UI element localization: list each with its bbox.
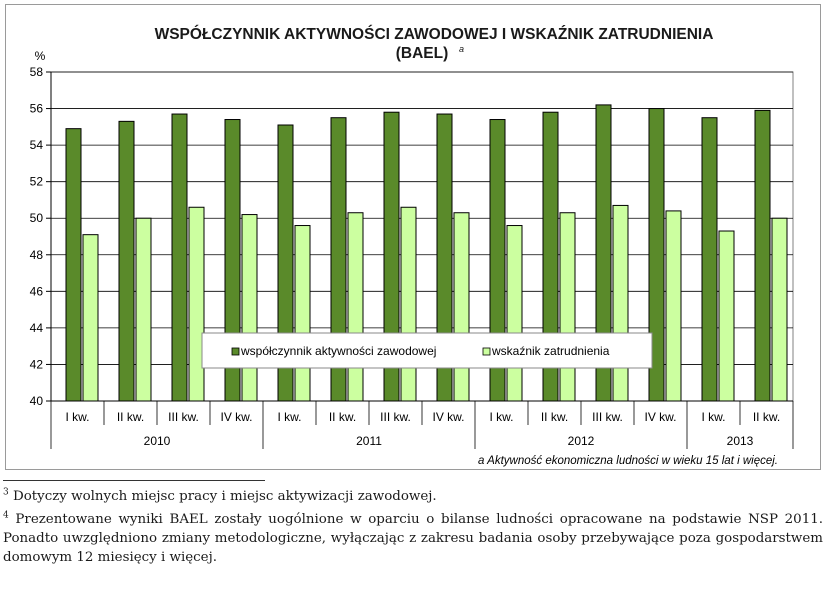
legend-swatch-activity — [232, 348, 239, 355]
category-label: III kw. — [168, 410, 199, 424]
category-label: III kw. — [380, 410, 411, 424]
year-group-label: 2011 — [356, 434, 382, 448]
legend-label-activity: współczynnik aktywności zawodowej — [241, 344, 437, 358]
bar-employment-rate — [189, 207, 204, 401]
y-tick-label: 50 — [29, 211, 43, 226]
legend — [202, 333, 652, 368]
chart-title-line2: (BAEL) — [395, 45, 449, 62]
chart-frame — [5, 4, 821, 470]
category-label: IV kw. — [220, 410, 253, 424]
year-group-label: 2010 — [143, 434, 171, 448]
bar-employment-rate — [83, 235, 98, 401]
category-label: II kw. — [116, 410, 145, 424]
y-tick-label: 56 — [29, 101, 43, 116]
bar-activity-rate — [119, 121, 134, 401]
category-label: II kw. — [752, 410, 781, 424]
legend-swatch-employment — [483, 348, 490, 355]
bar-employment-rate — [454, 213, 469, 401]
y-tick-label: 46 — [29, 284, 43, 299]
bar-activity-rate — [66, 129, 81, 401]
bar-employment-rate — [348, 213, 363, 401]
category-label: II kw. — [328, 410, 357, 424]
y-tick-label: 42 — [29, 357, 43, 372]
category-label: II kw. — [540, 410, 569, 424]
chart-title-line1: WSPÓŁCZYNNIK AKTYWNOŚCI ZAWODOWEJ I WSKAŹNIK ZATRUDNIENIA — [154, 26, 714, 43]
bar-employment-rate — [295, 226, 310, 401]
bar-employment-rate — [719, 231, 734, 401]
category-label: I kw. — [489, 410, 514, 424]
bar-employment-rate — [772, 218, 787, 401]
category-label: III kw. — [592, 410, 623, 424]
footnotes — [3, 480, 823, 571]
bar-employment-rate — [666, 211, 681, 401]
y-tick-label: 58 — [29, 65, 43, 79]
year-group-label: 2012 — [567, 434, 595, 448]
y-tick-label: 54 — [29, 138, 43, 153]
footnote-4-text: Prezentowane wyniki BAEL zostały uogólnione w oparciu o bilanse ludności opracowane na podstawie NSP 2011. Ponadto uwzględniono zmiany metodologiczne, wyłączając z zakresu badania osoby przebywające poza gospodarstwem domowym 12 miesięcy i więcej. — [3, 512, 823, 565]
bar-employment-rate — [507, 226, 522, 401]
footnote-3-marker: 3 — [3, 487, 9, 498]
footnote-3-text: Dotyczy wolnych miejsc pracy i miejsc aktywizacji zawodowej. — [13, 489, 437, 504]
category-label: I kw. — [65, 410, 90, 424]
category-label: IV kw. — [432, 410, 465, 424]
legend-label-employment: wskaźnik zatrudnienia — [492, 344, 610, 358]
bar-employment-rate — [401, 207, 416, 401]
chart-annotation: a Aktywność ekonomiczna ludności w wieku 15 lat i więcej. — [478, 455, 778, 467]
bar-employment-rate — [242, 215, 257, 401]
bar-activity-rate — [755, 110, 770, 401]
footnote-4-marker: 4 — [3, 510, 9, 521]
footnote-4 — [3, 510, 823, 567]
bar-employment-rate — [613, 205, 628, 401]
footnote-3 — [3, 487, 823, 506]
category-label: I kw. — [701, 410, 726, 424]
bar-activity-rate — [172, 114, 187, 401]
bar-activity-rate — [702, 118, 717, 401]
year-group-label: 2013 — [726, 434, 754, 448]
y-axis-unit: % — [34, 49, 46, 63]
y-tick-label: 40 — [29, 394, 43, 408]
bar-employment-rate — [136, 218, 151, 401]
bar-employment-rate — [560, 213, 575, 401]
category-label: IV kw. — [644, 410, 677, 424]
footnote-rule — [3, 480, 265, 481]
y-tick-label: 52 — [29, 174, 43, 189]
chart-title-superscript: a — [459, 44, 465, 54]
y-tick-label: 44 — [29, 320, 43, 335]
chart-svg — [6, 5, 822, 471]
category-label: I kw. — [277, 410, 302, 424]
y-tick-label: 48 — [29, 247, 43, 262]
